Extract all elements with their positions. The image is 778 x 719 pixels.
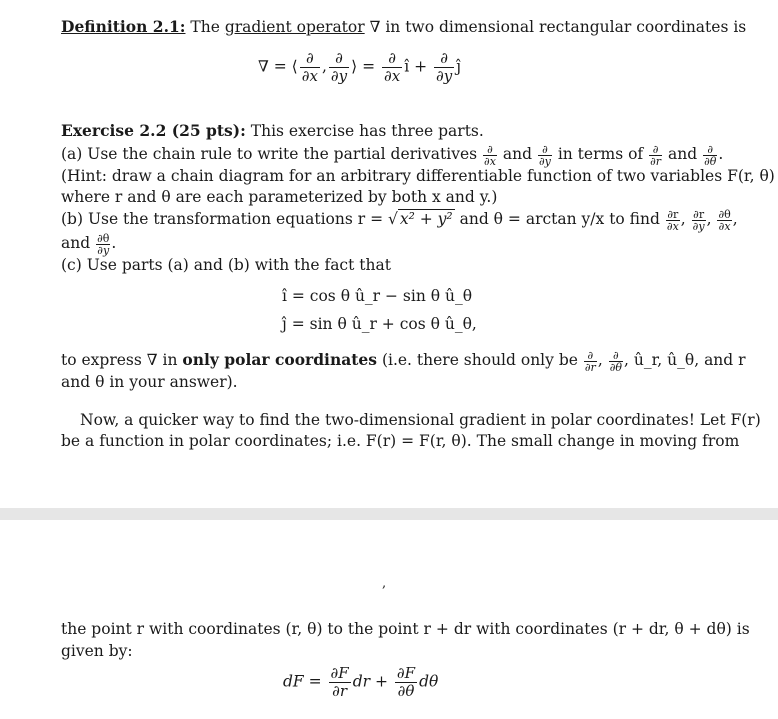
frac-dF-dth: $\frac{\partial F}{\partial\theta}$ [396,664,416,700]
frac-d-dx: $\frac{\partial}{\partial x}$ [301,49,318,85]
frac-a-dr: $\frac{\partial}{\partial r}$ [650,142,662,168]
definition-line [61,16,747,38]
frac-c-dth: $\frac{\partial}{\partial\theta}$ [609,348,622,374]
part-a-end: . [718,145,724,163]
part-a-text: (a) Use the chain rule to write the partial derivatives [61,145,478,163]
page-break-band [0,508,778,520]
definition-term: gradient operator [224,18,365,36]
part-b-line: (b) Use the transformation equations r = √ x² + y² and θ = arctan y/x to find $\frac{\partial r}{\partial x}$ , $\frac{\partial r}{\partial y}$ , $\frac{\partial\theta}{\partial x}$ , [61,207,738,233]
express-line: to express ∇ in only polar coordinates (i.e. there should only be $\frac{\partial}{\partial r}$ , $\frac{\partial}{\partial\theta}$ , û_r, û_θ, and r [61,348,746,374]
frac-a-dx: $\frac{\partial}{\partial x}$ [484,142,496,168]
frac-dF-dr: $\frac{\partial F}{\partial r}$ [330,664,349,700]
dF-dr: dr + [352,672,388,691]
frac-d-dx-2: $\frac{\partial}{\partial x}$ [384,49,401,85]
continuation-line-2: given by: [61,642,133,660]
stray-mark: , [382,576,387,591]
part-a-mid: in terms of [557,145,644,163]
grad-j-hat: ĵ [456,57,462,76]
frac-a-dy: $\frac{\partial}{\partial y}$ [538,142,551,168]
part-a-line [61,142,724,168]
frac-d-dy: $\frac{\partial}{\partial y}$ [330,49,348,85]
frac-b-thy: $\frac{\partial\theta}{\partial y}$ [97,231,110,257]
express-line-2: and θ in your answer). [61,373,238,391]
exercise-header [61,120,721,142]
eq-j-hat: ĵ = sin θ û_r + cos θ û_θ, [282,315,477,333]
part-b-pre: (b) Use the transformation equations r = [61,210,384,228]
part-c-line: (c) Use parts (a) and (b) with the fact that [61,256,391,274]
exercise-intro: This exercise has three parts. [245,122,484,140]
frac-b-thx: $\frac{\partial\theta}{\partial x}$ [718,207,731,233]
part-b-and: and [61,234,91,252]
frac-b-ry: $\frac{\partial r}{\partial y}$ [692,207,705,233]
exercise-label: Exercise 2.2 (25 pts): [61,121,246,140]
dF-dth: dθ [419,672,439,691]
eq-i-hat: î = cos θ û_r − sin θ û_θ [282,287,473,305]
frac-d-dy-2: $\frac{\partial}{\partial y}$ [436,49,453,85]
grad-i-hat: î + [404,57,428,76]
grad-close: ⟩ = [351,57,376,76]
part-a-and-2: and [667,145,698,163]
grad-lhs: ∇ = ⟨ [258,57,298,76]
part-b-sqrt: x² + y² [399,210,453,228]
express-post: (i.e. there should only be [381,351,578,369]
part-a-and: and [502,145,533,163]
dF-equation [283,665,438,700]
hint-line-2: where r and θ are each parameterized by both x and y.) [61,188,498,206]
dF-lhs: dF = [283,672,322,691]
frac-c-dr: $\frac{\partial}{\partial r}$ [584,348,596,374]
gradient-equation [258,50,461,85]
express-tail: , û_r, û_θ, and r [624,351,746,369]
frac-b-rx: $\frac{\partial r}{\partial x}$ [666,207,679,233]
definition-text-pre: The [185,18,225,36]
express-bold: only polar coordinates [182,350,378,369]
express-pre: to express ∇ in [61,351,178,369]
para-line-2: be a function in polar coordinates; i.e. F(r) = F(r, θ). The small change in moving from [61,432,740,450]
grad-comma: , [321,57,327,76]
hint-line-1: (Hint: draw a chain diagram for an arbitrary differentiable function of two variables F(r, θ) [61,167,775,185]
part-b-mid: and θ = arctan y/x to find [459,210,660,228]
para-line-1: Now, a quicker way to find the two-dimensional gradient in polar coordinates! Let F(r) [80,411,761,429]
continuation-line-1: the point r with coordinates (r, θ) to the point r + dr with coordinates (r + dr, θ + dθ) is [61,620,750,638]
definition-label: Definition 2.1: [61,17,186,36]
definition-text-post: ∇ in two dimensional rectangular coordinates is [364,18,747,36]
frac-a-dth: $\frac{\partial}{\partial\theta}$ [704,142,717,168]
part-b-line-2: and $\frac{\partial\theta}{\partial y}$ . [61,231,117,257]
